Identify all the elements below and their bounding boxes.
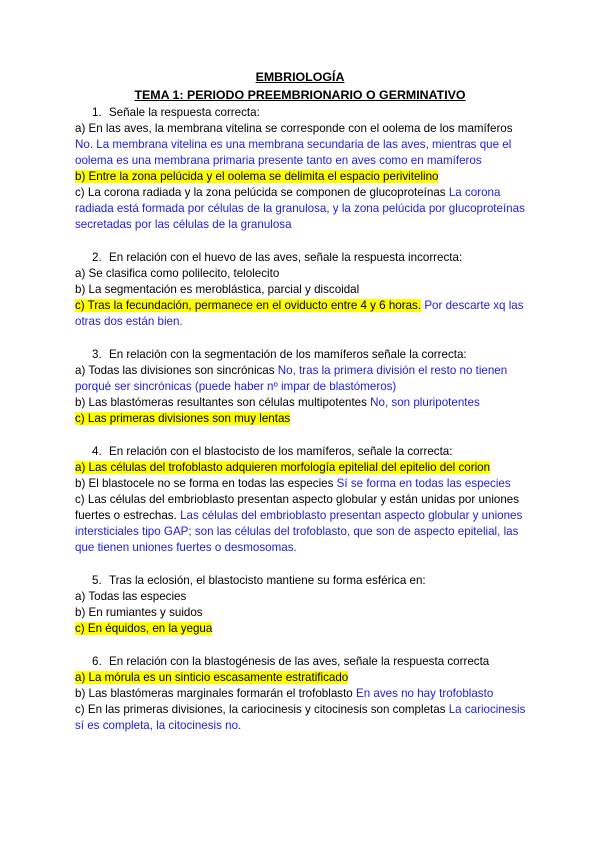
option-text: c) En las primeras divisiones, la cariocinesis y citocinesis son completas (75, 703, 446, 716)
question-text: En relación con el blastocisto de los mamíferos, señale la correcta: (109, 445, 453, 458)
question-stem (75, 444, 531, 460)
question-stem (75, 654, 531, 670)
option-a (75, 460, 531, 476)
question-number: 1. (92, 106, 102, 119)
question-number: 4. (92, 445, 102, 458)
option-text: a) Todas las divisiones son sincrónicas (75, 364, 275, 377)
question-text: En relación con la blastogénesis de las aves, señale la respuesta correcta (109, 655, 490, 668)
option-note: Las células del embrioblasto presentan aspecto globular y uniones intersticiales tipo GAP; son las células del trofoblasto, que son de aspecto epitelial, las que tienen uniones fuertes o desmosomas. (75, 509, 523, 554)
question-number: 3. (92, 348, 102, 361)
option-note: La cariocinesis sí es completa, la citocinesis no. (75, 703, 526, 732)
option-b (75, 395, 531, 411)
question-text: Señale la respuesta correcta: (109, 106, 260, 119)
document-subtitle: TEMA 1: PERIODO PREEMBRIONARIO O GERMINATIVO (134, 88, 466, 102)
correct-answer-highlight: a) La mórula es un sinticio escasamente estratificado (75, 671, 349, 684)
correct-answer-highlight: c) Las primeras divisiones son muy lentas (75, 412, 291, 425)
option-b (75, 476, 531, 492)
option-note: No, son pluripotentes (370, 396, 480, 409)
option-note: La corona radiada está formada por células de la granulosa, y la zona pelúcida por glucoproteínas secretadas por las células de la granulosa (75, 186, 525, 231)
option-c (75, 702, 531, 734)
question-1 (75, 105, 531, 233)
question-stem (75, 105, 531, 121)
option-a (75, 670, 531, 686)
question-list (75, 105, 531, 734)
option-text: b) En rumiantes y suidos (75, 606, 203, 619)
correct-answer-highlight: a) Las células del trofoblasto adquieren morfología epitelial del epitelio del corion (75, 461, 491, 474)
option-text: c) Las células del embrioblasto presentan aspecto globular y están unidas por uniones fuertes o estrechas. (75, 493, 520, 522)
option-text: b) Las blastómeras resultantes son células multipotentes (75, 396, 367, 409)
question-number: 2. (92, 251, 102, 264)
option-note: Sí se forma en todas las especies (336, 477, 511, 490)
question-number: 5. (92, 574, 102, 587)
question-stem (75, 347, 531, 363)
document-title: EMBRIOLOGÍA (255, 70, 345, 84)
option-b (75, 169, 531, 185)
option-text: b) La segmentación es meroblástica, parcial y discoidal (75, 283, 360, 296)
question-stem (75, 573, 531, 589)
question-4 (75, 444, 531, 556)
question-stem (75, 250, 531, 266)
option-b (75, 605, 531, 621)
option-b (75, 686, 531, 702)
question-text: En relación con el huevo de las aves, señale la respuesta incorrecta: (109, 251, 463, 264)
option-c (75, 298, 531, 330)
option-c (75, 621, 531, 637)
option-a (75, 121, 531, 169)
option-a (75, 589, 531, 605)
option-text: c) La corona radiada y la zona pelúcida se componen de glucoproteínas (75, 186, 446, 199)
option-a (75, 363, 531, 395)
option-text: b) Las blastómeras marginales formarán el trofoblasto (75, 687, 353, 700)
option-c (75, 411, 531, 427)
option-note: No. La membrana vitelina es una membrana secundaria de las aves, mientras que el oolema es una membrana primaria presente tanto en aves como en mamíferos (75, 138, 512, 167)
question-5 (75, 573, 531, 637)
option-text: b) El blastocele no se forma en todas las especies (75, 477, 334, 490)
question-6 (75, 654, 531, 734)
option-text: a) En las aves, la membrana vitelina se corresponde con el oolema de los mamíferos (75, 122, 513, 135)
question-text: Tras la eclosión, el blastocisto mantiene su forma esférica en: (109, 574, 426, 587)
question-2 (75, 250, 531, 330)
question-number: 6. (92, 655, 102, 668)
option-c (75, 492, 531, 556)
option-note: No, tras la primera división el resto no tienen porqué ser sincrónicas (puede haber nº impar de blastómeros) (75, 364, 508, 393)
option-text: a) Se clasifica como polilecito, telolecito (75, 267, 280, 280)
option-note: Por descarte xq las otras dos están bien. (75, 299, 524, 328)
correct-answer-highlight: c) En équidos, en la yegua (75, 622, 213, 635)
option-a (75, 266, 531, 282)
option-note: En aves no hay trofoblasto (355, 687, 494, 700)
correct-answer-highlight: b) Entre la zona pelúcida y el oolema se delimita el espacio perivitelino (75, 170, 439, 183)
option-b (75, 282, 531, 298)
question-3 (75, 347, 531, 427)
option-c (75, 185, 531, 233)
correct-answer-highlight: c) Tras la fecundación, permanece en el oviducto entre 4 y 6 horas. (75, 299, 422, 312)
question-text: En relación con la segmentación de los mamíferos señale la correcta: (109, 348, 467, 361)
option-text: a) Todas las especies (75, 590, 187, 603)
